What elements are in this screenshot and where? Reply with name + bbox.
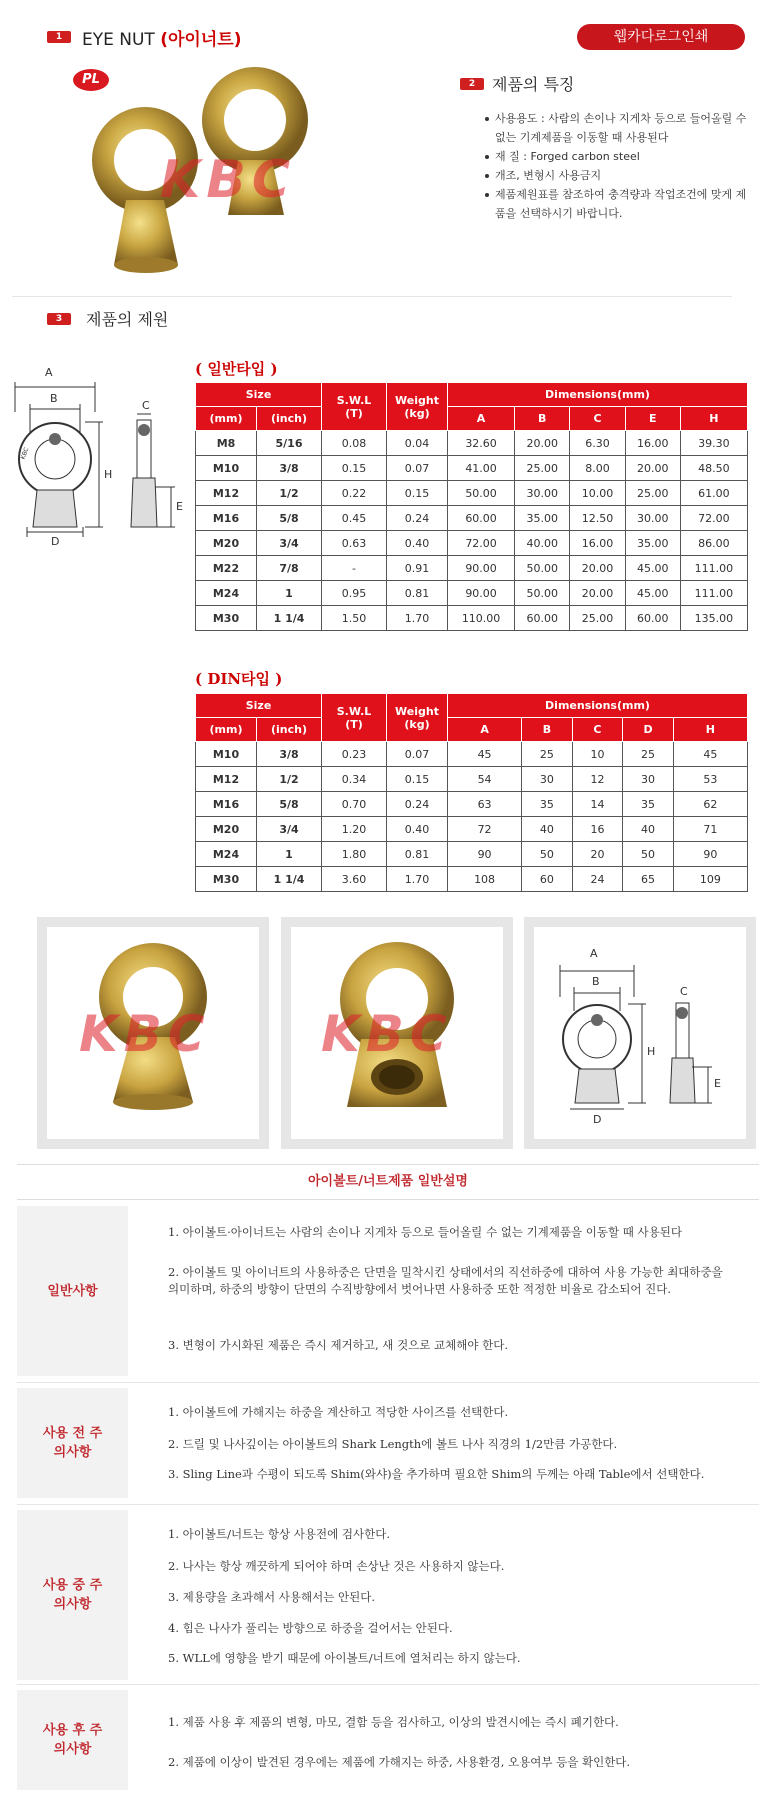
- section-number-2: 2: [460, 78, 484, 90]
- dim-label-d: D: [593, 1113, 602, 1126]
- dim-label-a: A: [45, 366, 53, 379]
- features-title: 제품의 특징: [492, 75, 575, 94]
- table-cell: 1: [257, 581, 322, 606]
- table-cell: 53: [673, 767, 747, 792]
- general-table-body: [196, 431, 748, 631]
- divider: [12, 296, 732, 297]
- table-cell: 1.80: [322, 842, 387, 867]
- header-size: Size: [196, 383, 322, 407]
- table-cell: 1.70: [387, 606, 448, 631]
- table-row: [196, 792, 748, 817]
- table-cell: 72.00: [680, 506, 747, 531]
- table-cell: 12: [572, 767, 623, 792]
- table-cell: 1.20: [322, 817, 387, 842]
- table-cell: M16: [196, 792, 257, 817]
- table-cell: 1 1/4: [257, 606, 322, 631]
- header-col-e: E: [625, 407, 680, 431]
- table-cell: -: [322, 556, 387, 581]
- table-cell: 24: [572, 867, 623, 892]
- table-cell: 45: [673, 742, 747, 767]
- before-item-2: 2. 드릴 및 나사깊이는 아이볼트의 Shark Length에 볼트 나사 직경의 1/2만큼 가공한다.: [168, 1437, 618, 1451]
- header-inch: (inch): [257, 718, 322, 742]
- dimension-diagram: [5, 366, 190, 552]
- before-item-1: 1. 아이볼트에 가해지는 하중을 계산하고 적당한 사이즈를 선택한다.: [168, 1405, 509, 1419]
- din-spec-table: [195, 693, 748, 892]
- header-inch: (inch): [257, 407, 322, 431]
- table-cell: 60.00: [448, 506, 515, 531]
- table-row: [196, 606, 748, 631]
- table-cell: 16.00: [570, 531, 625, 556]
- kbc-watermark: KBC: [160, 150, 297, 210]
- general-spec-table: [195, 382, 748, 631]
- header-mm: (mm): [196, 407, 257, 431]
- table-cell: 30: [522, 767, 573, 792]
- table-row: [196, 867, 748, 892]
- dim-label-d: D: [51, 535, 60, 548]
- dim-label-a: A: [590, 947, 598, 960]
- during-item-5: 5. WLL에 영향을 받기 때문에 아이볼트/너트에 열처리는 하지 않는다.: [168, 1651, 521, 1665]
- title-en: EYE NUT: [82, 30, 155, 50]
- table-cell: 0.04: [387, 431, 448, 456]
- after-item-2: 2. 제품에 이상이 발견된 경우에는 제품에 가해지는 하중, 사용환경, 오용여부 등을 확인한다.: [168, 1755, 631, 1769]
- table-cell: 1/2: [257, 767, 322, 792]
- table-cell: 40.00: [515, 531, 570, 556]
- table-cell: 0.81: [387, 842, 448, 867]
- general-item-2: 2. 아이볼트 및 아이너트의 사용하중은 단면을 밀착시킨 상태에서의 직선하중에 대하여 사용 가능한 최대하중을 의미하며, 하중의 방향이 단면의 수직방향에서 벗어나면 사용하중 또한 적정한 비율로 감소되어 진다.: [168, 1265, 723, 1296]
- table-cell: 0.07: [387, 742, 448, 767]
- table-cell: 40: [522, 817, 573, 842]
- header-col-a: A: [448, 407, 515, 431]
- pl-badge: PL: [73, 69, 109, 91]
- dim-label-h: H: [104, 468, 113, 481]
- table-cell: 7/8: [257, 556, 322, 581]
- table-cell: 90: [448, 842, 522, 867]
- feature-item: 재 질 : Forged carbon steel: [485, 147, 755, 166]
- table-cell: 135.00: [680, 606, 747, 631]
- label-after-use: 사용 후 주의사항: [17, 1690, 128, 1790]
- table-cell: 109: [673, 867, 747, 892]
- header-col-c: C: [572, 718, 623, 742]
- table-cell: 35.00: [625, 531, 680, 556]
- general-item-1: 1. 아이볼트·아이너트는 사람의 손이나 지게차 등으로 들어올릴 수 없는 기계제품을 이동할 때 사용된다: [168, 1225, 682, 1239]
- table-cell: 32.60: [448, 431, 515, 456]
- table-cell: 0.81: [387, 581, 448, 606]
- table-cell: 12.50: [570, 506, 625, 531]
- table-cell: 35: [522, 792, 573, 817]
- table-cell: 50.00: [448, 481, 515, 506]
- table-cell: 16.00: [625, 431, 680, 456]
- dim-label-e: E: [714, 1077, 721, 1090]
- table-cell: M20: [196, 531, 257, 556]
- table-cell: 0.23: [322, 742, 387, 767]
- table-cell: 111.00: [680, 556, 747, 581]
- table-cell: 40: [623, 817, 674, 842]
- table-cell: 50: [623, 842, 674, 867]
- table-cell: 50: [522, 842, 573, 867]
- header-weight: Weight (kg): [387, 694, 448, 742]
- table-cell: 0.15: [387, 481, 448, 506]
- header-weight: Weight (kg): [387, 383, 448, 431]
- table-cell: 0.63: [322, 531, 387, 556]
- table-cell: 1.70: [387, 867, 448, 892]
- table-cell: 30.00: [625, 506, 680, 531]
- table-cell: 20.00: [570, 581, 625, 606]
- table-cell: M10: [196, 456, 257, 481]
- header-swl: S.W.L (T): [322, 694, 387, 742]
- during-item-2: 2. 나사는 항상 깨끗하게 되어야 하며 손상난 것은 사용하지 않는다.: [168, 1559, 505, 1573]
- table-cell: 90.00: [448, 581, 515, 606]
- table-row: [196, 481, 748, 506]
- table-cell: 25.00: [570, 606, 625, 631]
- product-photo: [60, 65, 350, 280]
- table-cell: M12: [196, 767, 257, 792]
- table-cell: M12: [196, 481, 257, 506]
- table-row: [196, 842, 748, 867]
- table-cell: 60.00: [515, 606, 570, 631]
- table-cell: M30: [196, 867, 257, 892]
- table-cell: M10: [196, 742, 257, 767]
- kbc-watermark: KBC: [79, 1005, 211, 1063]
- header-col-b: B: [522, 718, 573, 742]
- table-cell: 45: [448, 742, 522, 767]
- table-cell: 14: [572, 792, 623, 817]
- table-cell: M30: [196, 606, 257, 631]
- table-cell: 62: [673, 792, 747, 817]
- header-dimensions: Dimensions(mm): [448, 694, 748, 718]
- table-cell: 35: [623, 792, 674, 817]
- table-cell: 60: [522, 867, 573, 892]
- table-cell: 25.00: [515, 456, 570, 481]
- table-cell: 0.24: [387, 506, 448, 531]
- table-cell: 16: [572, 817, 623, 842]
- section-number-1: 1: [47, 31, 71, 43]
- din-table-body: [196, 742, 748, 892]
- feature-item: 개조, 변형시 사용금지: [485, 166, 755, 185]
- table-cell: 48.50: [680, 456, 747, 481]
- divider: [17, 1684, 759, 1685]
- dim-label-e: E: [176, 500, 183, 513]
- table-cell: 45.00: [625, 556, 680, 581]
- table-cell: 0.07: [387, 456, 448, 481]
- general-type-title: ( 일반타입 ): [195, 360, 278, 378]
- table-cell: 0.45: [322, 506, 387, 531]
- table-cell: 0.08: [322, 431, 387, 456]
- header-col-a: A: [448, 718, 522, 742]
- table-cell: 10: [572, 742, 623, 767]
- dim-label-c: C: [142, 399, 150, 412]
- table-cell: 0.91: [387, 556, 448, 581]
- table-cell: 71: [673, 817, 747, 842]
- specs-title: 제품의 제원: [86, 310, 169, 329]
- table-cell: 3.60: [322, 867, 387, 892]
- table-cell: 90.00: [448, 556, 515, 581]
- table-cell: 60.00: [625, 606, 680, 631]
- feature-item: 제품제원표를 참조하여 충격량과 작업조건에 맞게 제품을 선택하시기 바랍니다.: [485, 185, 755, 223]
- table-cell: 0.15: [387, 767, 448, 792]
- explanation-title: 아이볼트/너트제품 일반설명: [17, 1164, 759, 1200]
- table-cell: M16: [196, 506, 257, 531]
- table-cell: M24: [196, 581, 257, 606]
- table-cell: 3/8: [257, 456, 322, 481]
- table-cell: 20.00: [625, 456, 680, 481]
- table-cell: 5/8: [257, 506, 322, 531]
- table-cell: M24: [196, 842, 257, 867]
- after-item-1: 1. 제품 사용 후 제품의 변형, 마모, 결함 등을 검사하고, 이상의 발견시에는 즉시 폐기한다.: [168, 1715, 619, 1729]
- table-cell: 72.00: [448, 531, 515, 556]
- table-cell: 72: [448, 817, 522, 842]
- table-cell: M22: [196, 556, 257, 581]
- photo-box-2: [281, 917, 513, 1149]
- table-cell: 25: [623, 742, 674, 767]
- table-cell: 35.00: [515, 506, 570, 531]
- table-cell: 0.22: [322, 481, 387, 506]
- table-cell: 61.00: [680, 481, 747, 506]
- table-cell: 20: [572, 842, 623, 867]
- table-cell: 3/4: [257, 531, 322, 556]
- table-cell: 1.50: [322, 606, 387, 631]
- table-cell: M20: [196, 817, 257, 842]
- table-cell: 3/4: [257, 817, 322, 842]
- table-cell: 5/16: [257, 431, 322, 456]
- table-cell: 111.00: [680, 581, 747, 606]
- table-cell: 0.95: [322, 581, 387, 606]
- dim-label-b: B: [50, 392, 58, 405]
- table-cell: 0.70: [322, 792, 387, 817]
- table-row: [196, 742, 748, 767]
- table-row: [196, 817, 748, 842]
- table-row: [196, 556, 748, 581]
- features-list: [485, 109, 755, 223]
- header-swl: S.W.L (T): [322, 383, 387, 431]
- header-size: Size: [196, 694, 322, 718]
- header-col-b: B: [515, 407, 570, 431]
- general-item-3: 3. 변형이 가시화된 제품은 즉시 제거하고, 새 것으로 교체해야 한다.: [168, 1338, 509, 1352]
- label-general: 일반사항: [17, 1206, 128, 1376]
- table-cell: 1: [257, 842, 322, 867]
- during-item-3: 3. 제용량을 초과해서 사용해서는 안된다.: [168, 1590, 375, 1604]
- photo-box-3: [524, 917, 756, 1149]
- table-cell: 65: [623, 867, 674, 892]
- din-type-title: ( DIN타입 ): [195, 670, 283, 688]
- table-cell: 8.00: [570, 456, 625, 481]
- table-cell: M8: [196, 431, 257, 456]
- table-row: [196, 456, 748, 481]
- during-item-4: 4. 힘은 나사가 풀리는 방향으로 하중을 걸어서는 안된다.: [168, 1621, 453, 1635]
- section-number-3: 3: [47, 313, 71, 325]
- table-cell: 30: [623, 767, 674, 792]
- table-cell: 0.40: [387, 817, 448, 842]
- table-cell: 50.00: [515, 556, 570, 581]
- table-cell: 39.30: [680, 431, 747, 456]
- table-cell: 108: [448, 867, 522, 892]
- table-cell: 54: [448, 767, 522, 792]
- label-before-use: 사용 전 주의사항: [17, 1388, 128, 1498]
- table-cell: 5/8: [257, 792, 322, 817]
- table-cell: 90: [673, 842, 747, 867]
- table-cell: 1/2: [257, 481, 322, 506]
- table-row: [196, 506, 748, 531]
- header-mm: (mm): [196, 718, 257, 742]
- dimension-drawing-icon: [534, 927, 746, 1139]
- title-ko: (아이너트): [160, 30, 242, 50]
- header-col-h: H: [680, 407, 747, 431]
- table-cell: 0.24: [387, 792, 448, 817]
- table-cell: 0.15: [322, 456, 387, 481]
- table-cell: 6.30: [570, 431, 625, 456]
- table-cell: 41.00: [448, 456, 515, 481]
- table-cell: 1 1/4: [257, 867, 322, 892]
- table-row: [196, 767, 748, 792]
- table-cell: 86.00: [680, 531, 747, 556]
- table-cell: 20.00: [515, 431, 570, 456]
- header-col-d: D: [623, 718, 674, 742]
- header-col-h: H: [673, 718, 747, 742]
- dim-label-c: C: [680, 985, 688, 998]
- table-cell: 25.00: [625, 481, 680, 506]
- photo-box-1: [37, 917, 269, 1149]
- before-item-3: 3. Sling Line과 수평이 되도록 Shim(와샤)을 추가하며 필요한 Shim의 두께는 아래 Table에서 선택한다.: [168, 1467, 705, 1481]
- divider: [17, 1382, 759, 1383]
- table-row: [196, 581, 748, 606]
- kbc-watermark: KBC: [321, 1005, 453, 1063]
- table-cell: 0.40: [387, 531, 448, 556]
- label-during-use: 사용 중 주의사항: [17, 1510, 128, 1680]
- table-cell: 110.00: [448, 606, 515, 631]
- table-cell: 25: [522, 742, 573, 767]
- feature-item: 사용용도 : 사람의 손이나 지게차 등으로 들어올릴 수 없는 기계제품을 이동할 때 사용된다: [485, 109, 755, 147]
- table-row: [196, 531, 748, 556]
- table-cell: 63: [448, 792, 522, 817]
- during-item-1: 1. 아이볼트/너트는 항상 사용전에 검사한다.: [168, 1527, 390, 1541]
- table-cell: 0.34: [322, 767, 387, 792]
- web-catalog-print-button[interactable]: 웹카다로그인쇄: [577, 24, 745, 50]
- table-cell: 50.00: [515, 581, 570, 606]
- table-cell: 20.00: [570, 556, 625, 581]
- table-cell: 10.00: [570, 481, 625, 506]
- header-dimensions: Dimensions(mm): [448, 383, 748, 407]
- table-row: [196, 431, 748, 456]
- divider: [17, 1504, 759, 1505]
- page-title: [82, 25, 241, 50]
- header-col-c: C: [570, 407, 625, 431]
- diagram-kbc-mark: KBC: [19, 446, 31, 461]
- table-cell: 45.00: [625, 581, 680, 606]
- dim-label-h: H: [647, 1045, 656, 1058]
- dim-label-b: B: [592, 975, 600, 988]
- table-cell: 30.00: [515, 481, 570, 506]
- table-cell: 3/8: [257, 742, 322, 767]
